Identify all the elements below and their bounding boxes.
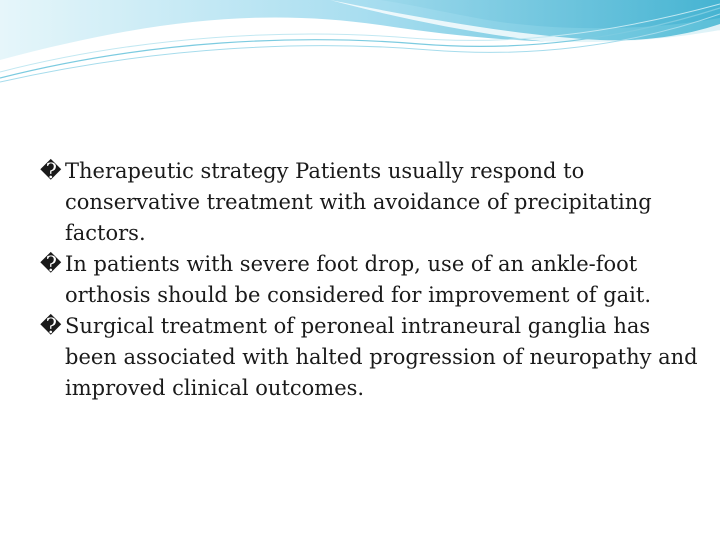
bullet-marker-icon: � bbox=[40, 314, 62, 338]
slide-body bbox=[40, 156, 700, 404]
bullet-text: Therapeutic strategy Patients usually respond to conservative treatment with avoidance of precipitating factors. bbox=[65, 159, 652, 245]
bullet-text: Surgical treatment of peroneal intraneural ganglia has been associated with halted progression of neuropathy and improved clinical outcomes. bbox=[65, 314, 698, 400]
bullet-marker-icon: � bbox=[40, 159, 62, 183]
bullet-item bbox=[40, 311, 700, 404]
bullet-item bbox=[40, 156, 700, 249]
header-wave-decoration bbox=[0, 0, 720, 110]
bullet-item bbox=[40, 249, 700, 311]
bullet-marker-icon: � bbox=[40, 252, 62, 276]
bullet-text: In patients with severe foot drop, use of an ankle-foot orthosis should be considered for improvement of gait. bbox=[65, 252, 652, 307]
